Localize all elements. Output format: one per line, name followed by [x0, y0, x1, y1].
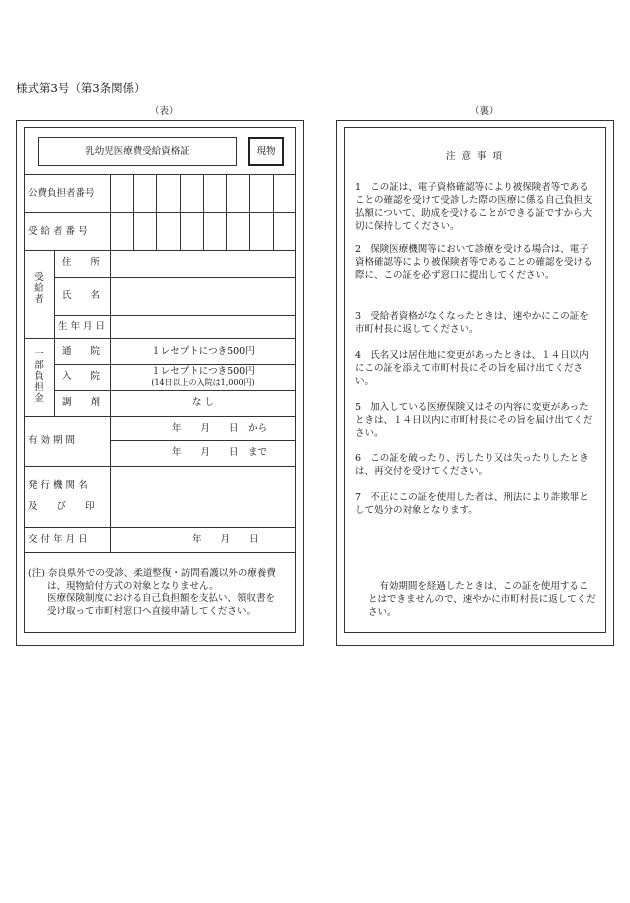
validity-to: 年 月 日 まで — [172, 447, 268, 458]
issuer-label-line1: 発 行 機 関 名 — [28, 480, 88, 491]
outpatient-value: １レセプトにつき500円 — [151, 346, 255, 357]
payer-number-label: 公費負担者番号 — [28, 188, 95, 199]
stamp-label: 現物 — [256, 146, 276, 157]
copay-group-label: 一部負担金 — [34, 349, 44, 404]
footnote-line: (注) 奈良県外での受診、柔道整復・訪問看護以外の療養費 — [28, 568, 276, 579]
notice-item-1: 1 この証は、電子資格確認等により被保険者等であることの確認を受けて受診した際の医療に係る自己負担支払額について、助成を受けることができる証ですから大切に保持してください。 — [355, 182, 593, 232]
notice-item-4: 4 氏名又は居住地に変更があったときは、１４日以内にこの証を添えて市町村長にその旨を届け出てください。 — [355, 350, 589, 387]
recipient-group-label: 受給者 — [34, 272, 44, 305]
notice-item-6: 6 この証を破ったり、汚したり又は失ったりしたときは、再交付を受けてください。 — [355, 453, 589, 477]
back-side-label: （裏） — [470, 106, 499, 117]
inpatient-value: １レセプトにつき500円 — [151, 366, 255, 377]
name-label: 氏 名 — [62, 290, 101, 301]
notice-item-3: 3 受給者資格がなくなったときは、速やかにこの証を市町村長に返してください。 — [355, 311, 589, 335]
birthdate-label: 生 年 月 日 — [58, 321, 106, 332]
issue-date-value: 年 月 日 — [192, 534, 259, 545]
address-label: 住 所 — [62, 257, 101, 268]
outpatient-label: 通 院 — [62, 346, 101, 357]
recipient-number-label: 受 給 者 番 号 — [28, 226, 88, 237]
dispensing-value: な し — [191, 397, 215, 408]
closing-notice: 有効期間を経過したときは、この証を使用することはできませんので、速やかに市町村長に返してください。 — [368, 581, 596, 618]
issue-date-label: 交 付 年 月 日 — [28, 534, 88, 545]
validity-from: 年 月 日 から — [172, 423, 268, 434]
footnote-line: 医療保険制度における自己負担額を支払い、領収書を — [28, 593, 276, 604]
issuer-label-line2: 及 び 印 — [28, 501, 95, 512]
inpatient-label: 入 院 — [62, 371, 101, 382]
card-title: 乳幼児医療費受給資格証 — [85, 146, 190, 157]
front-footnote — [28, 568, 294, 618]
footnote-line: は、現物給付方式の対象となりません。 — [28, 580, 219, 592]
inpatient-note: (14日以上の入院は1,000円) — [151, 378, 255, 387]
notice-item-2: 2 保険医療機関等において診療を受ける場合は、電子資格確認等により被保険者等であることの確認を受ける際に、この証を必ず窓口に提出してください。 — [355, 244, 593, 281]
footnote-line: 受け取って市町村窓口へ直接申請してください。 — [28, 605, 257, 617]
front-side-label: （表） — [150, 106, 179, 117]
notice-item-5: 5 加入している医療保険又はその内容に変更があったときは、１４日以内に市町村長にその旨を届け出てください。 — [355, 402, 593, 439]
notice-item-7: 7 不正にこの証を使用した者は、刑法により詐欺罪として処分の対象となります。 — [355, 492, 589, 516]
form-number-title: 様式第3号（第3条関係） — [16, 81, 146, 95]
dispensing-label: 調 剤 — [62, 397, 101, 408]
notice-title: 注意事項 — [446, 151, 509, 162]
validity-label: 有 効 期 間 — [28, 435, 76, 446]
